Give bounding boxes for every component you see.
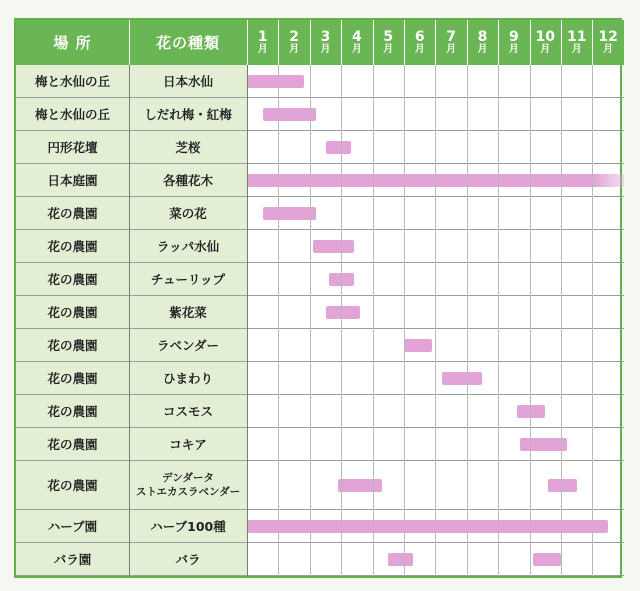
location-cell: 梅と水仙の丘: [34, 106, 110, 122]
month-unit: 月: [508, 43, 519, 55]
location-cell: 花の農園: [47, 271, 98, 287]
month-unit: 月: [414, 43, 425, 55]
header-month-4: [341, 20, 372, 65]
bloom-bar: [442, 372, 483, 385]
flower-cell: 日本水仙: [162, 73, 213, 89]
bloom-bar: [517, 405, 545, 418]
flower-cell: コキア: [169, 436, 207, 452]
flower-cell: ラベンダー: [156, 337, 219, 353]
bloom-bar: [313, 240, 354, 253]
bloom-bar: [388, 553, 413, 566]
month-gridline: [435, 65, 436, 576]
month-unit: 月: [446, 43, 457, 55]
header-month-5: [373, 20, 404, 65]
location-cell: ハーブ園: [47, 518, 98, 534]
bloom-bar: [326, 306, 361, 319]
location-cell: 花の農園: [47, 205, 98, 221]
header-separator: [467, 20, 468, 65]
month-number: 8: [477, 28, 488, 45]
location-cell: 花の農園: [47, 403, 98, 419]
month-unit: 月: [320, 43, 331, 55]
month-number: 9: [509, 28, 519, 45]
month-gridline: [341, 65, 342, 576]
location-cell: 花の農園: [47, 436, 98, 452]
bloom-bar: [404, 339, 432, 352]
flower-cell: 紫花菜: [169, 304, 207, 320]
month-gridline: [530, 65, 531, 576]
location-cell: 花の農園: [47, 370, 98, 386]
header-separator: [435, 20, 436, 65]
month-gridline: [467, 65, 468, 576]
header-month-6: [404, 20, 435, 65]
header-flower-type: 花の種類: [129, 20, 247, 65]
month-unit: 月: [257, 43, 268, 55]
bloom-bar: [338, 479, 382, 492]
flower-calendar-chart: [14, 18, 622, 578]
bloom-bar: [263, 207, 316, 220]
bloom-bar: [263, 108, 316, 121]
flower-cell: ひまわり: [162, 370, 213, 386]
location-cell: 花の農園: [47, 477, 98, 493]
month-unit: 月: [603, 43, 614, 55]
flower-cell: バラ: [175, 551, 201, 567]
header-separator: [592, 20, 593, 65]
location-cell: 日本庭園: [47, 172, 98, 188]
month-number: 2: [289, 28, 299, 45]
header-month-2: [278, 20, 309, 65]
header-separator: [530, 20, 531, 65]
flower-cell: ラッパ水仙: [156, 238, 220, 254]
month-gridline: [404, 65, 405, 576]
flower-cell: 芝桜: [175, 139, 201, 155]
month-number: 5: [383, 28, 394, 45]
location-cell: 円形花壇: [47, 139, 98, 155]
month-number: 11: [566, 28, 587, 45]
header-separator: [373, 20, 374, 65]
location-cell: 梅と水仙の丘: [34, 73, 110, 89]
header-separator: [404, 20, 405, 65]
month-unit: 月: [540, 43, 551, 55]
month-number: 1: [257, 28, 268, 45]
flower-cell: 各種花木: [162, 172, 213, 188]
header-month-10: [530, 20, 561, 65]
header-separator: [129, 20, 130, 65]
flower-cell: デンダータ ストエカスラベンダー: [135, 472, 241, 498]
month-number: 7: [446, 28, 456, 45]
month-unit: 月: [571, 43, 582, 55]
flower-cell: 菜の花: [169, 205, 207, 221]
month-gridline: [592, 65, 593, 576]
month-gridline: [498, 65, 499, 576]
month-number: 3: [320, 28, 331, 45]
flower-cell: コスモス: [162, 403, 213, 419]
header-separator: [247, 20, 248, 65]
column-divider: [247, 65, 248, 576]
month-gridline: [310, 65, 311, 576]
location-cell: 花の農園: [47, 337, 98, 353]
bloom-bar: [548, 479, 576, 492]
month-gridline: [278, 65, 279, 576]
header-separator: [561, 20, 562, 65]
header-separator: [278, 20, 279, 65]
month-gridline: [373, 65, 374, 576]
flower-cell: チューリップ: [150, 271, 226, 287]
bloom-bar: [247, 520, 608, 533]
header-separator: [310, 20, 311, 65]
month-unit: 月: [289, 43, 300, 55]
location-cell: 花の農園: [47, 304, 98, 320]
month-unit: 月: [477, 43, 488, 55]
bloom-bar: [326, 141, 351, 154]
location-cell: バラ園: [53, 551, 92, 567]
flower-cell: ハーブ100種: [150, 518, 226, 534]
bloom-bar: [247, 75, 304, 88]
location-cell: 花の農園: [47, 238, 98, 254]
month-number: 6: [414, 28, 425, 45]
header-location: 場 所: [16, 20, 129, 65]
month-number: 12: [598, 28, 618, 45]
bloom-bar: [533, 553, 561, 566]
month-unit: 月: [383, 43, 394, 55]
header-month-1: [247, 20, 278, 65]
header-month-8: [467, 20, 498, 65]
header-separator: [341, 20, 342, 65]
month-number: 10: [535, 28, 556, 45]
row-divider: [16, 575, 624, 576]
header-month-7: [435, 20, 466, 65]
header-month-9: [498, 20, 529, 65]
month-gridline: [561, 65, 562, 576]
header-month-12: [592, 20, 623, 65]
month-unit: 月: [351, 43, 362, 55]
column-divider: [129, 65, 130, 576]
header-month-11: [561, 20, 592, 65]
flower-cell: しだれ梅・紅梅: [144, 106, 232, 122]
header-separator: [498, 20, 499, 65]
header-month-3: [310, 20, 341, 65]
month-number: 4: [352, 28, 362, 45]
